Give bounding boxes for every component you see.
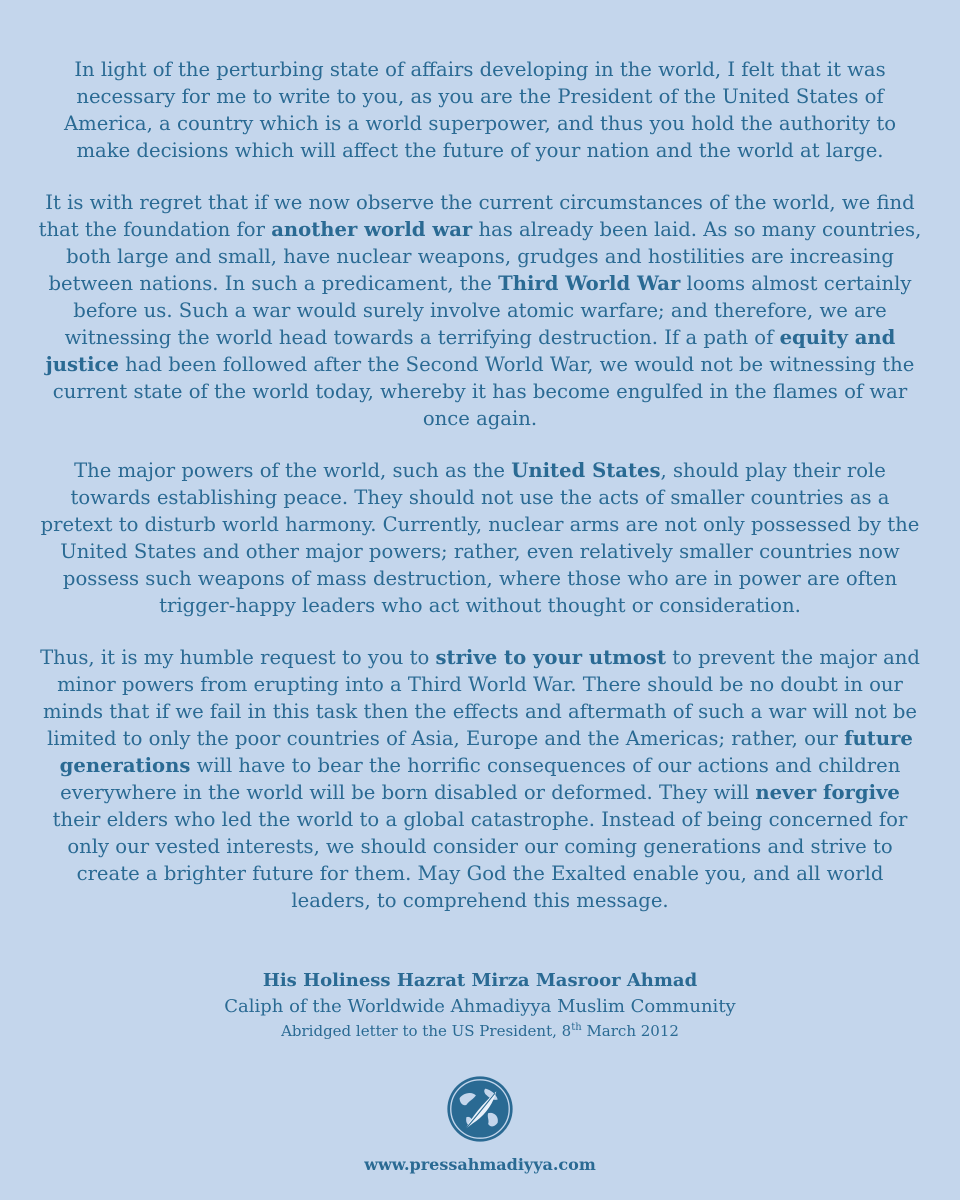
- letter-paragraph-3: [36, 457, 924, 619]
- paragraph-text: will have to bear the horrific consequences of our actions and children everywhere in the world will be born disabled or deformed. They will: [60, 754, 901, 804]
- letter-paragraph-4: [36, 644, 924, 914]
- paragraph-text: has already been laid. As so many countries, both large and small, have nuclear weapons, grudges and hostilities are increasing between nations. In such a predicament, the: [48, 218, 922, 295]
- globe-quill-icon: [446, 1075, 514, 1143]
- signature-name: His Holiness Hazrat Mirza Masroor Ahmad: [262, 970, 698, 991]
- emphasis-text: United States: [511, 459, 661, 482]
- paragraph-text: looms almost certainly before us. Such a war would surely involve atomic warfare; and therefore, we are witnessing the world head towards a terrifying destruction. If a path of: [64, 272, 912, 349]
- letter-source-suffix: March 2012: [581, 1022, 679, 1040]
- signature-title: Caliph of the Worldwide Ahmadiyya Muslim Community: [224, 996, 736, 1017]
- emphasis-text: never forgive: [755, 781, 900, 804]
- paragraph-text: In light of the perturbing state of affairs developing in the world, I felt that it was necessary for me to write to you, as you are the President of the United States of America, a country which is a world superpower, and thus you hold the authority to make decisions which will affect the future of your nation and the world at large.: [63, 58, 896, 162]
- emphasis-text: Third World War: [498, 272, 681, 295]
- letter-paragraph-2: [36, 189, 924, 432]
- emphasis-text: future generations: [59, 727, 913, 777]
- emphasis-text: equity and justice: [45, 326, 896, 376]
- paragraph-text: The major powers of the world, such as the: [74, 459, 512, 482]
- paragraph-text: to prevent the major and minor powers from erupting into a Third World War. There should be no doubt in our minds that if we fail in this task then the effects and aftermath of such a war will not be limited to only the poor countries of Asia, Europe and the Americas; rather, our: [43, 646, 920, 750]
- paragraph-text: Thus, it is my humble request to you to: [40, 646, 436, 669]
- paragraph-text: , should play their role towards establishing peace. They should not use the acts of smaller countries as a pretext to disturb world harmony. Currently, nuclear arms are not only possessed by the United States and other major powers; rather, even relatively smaller countries now possess such weapons of mass destruction, where those who are in power are often trigger-happy leaders who act without thought or consideration.: [40, 459, 920, 617]
- signature-block: [0, 968, 960, 1042]
- emphasis-text: strive to your utmost: [435, 646, 667, 669]
- letter-paragraph-1: [36, 56, 924, 164]
- letter-source: [0, 1020, 960, 1042]
- letter-source-prefix: Abridged letter to the US President, 8: [281, 1022, 572, 1040]
- emphasis-text: another world war: [271, 218, 473, 241]
- letter-source-sup: th: [571, 1022, 582, 1033]
- website-link[interactable]: www.pressahmadiyya.com: [364, 1155, 596, 1174]
- letter-body: [36, 56, 924, 939]
- paragraph-text: had been followed after the Second World War, we would not be witnessing the current state of the world today, whereby it has become engulfed in the flames of war once again.: [52, 353, 915, 430]
- paragraph-text: their elders who led the world to a global catastrophe. Instead of being concerned for only our vested interests, we should consider our coming generations and strive to create a brighter future for them. May God the Exalted enable you, and all world leaders, to comprehend this message.: [52, 808, 908, 912]
- paragraph-text: It is with regret that if we now observe the current circumstances of the world, we find that the foundation for: [38, 191, 915, 241]
